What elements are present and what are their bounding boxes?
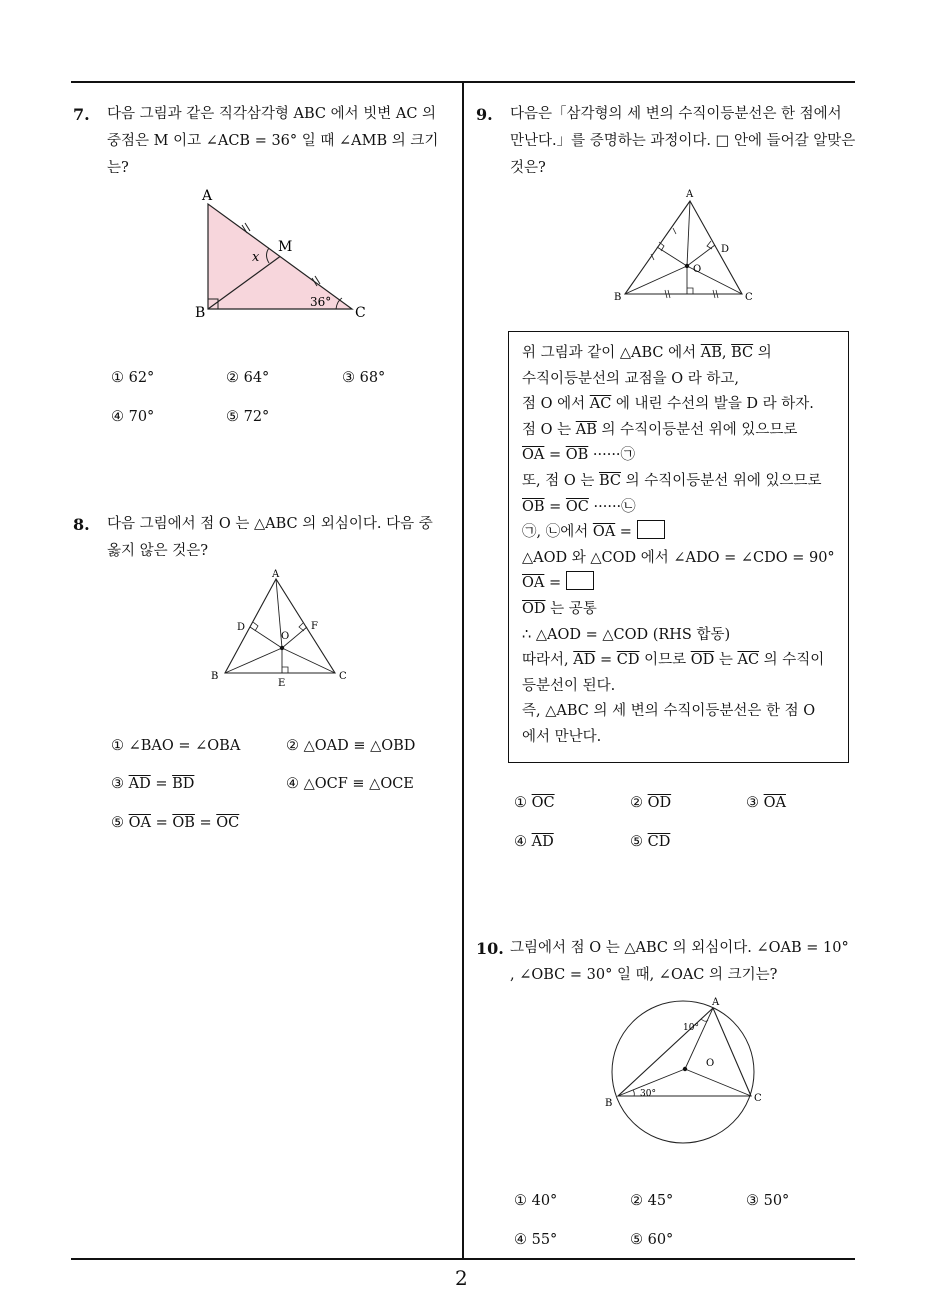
- q10-option-1[interactable]: ① 40°: [514, 1193, 558, 1209]
- question-line: 옳지 않은 것은?: [107, 543, 209, 559]
- proof-line: △AOD 와 △COD 에서 ∠ADO = ∠CDO = 90°: [522, 549, 835, 566]
- column-divider: [462, 82, 464, 1259]
- label-B: B: [195, 305, 206, 321]
- equals: =: [150, 776, 173, 792]
- q10-option-3[interactable]: ③ 50°: [746, 1193, 790, 1209]
- label-M: M: [278, 239, 293, 255]
- label-B: B: [605, 1098, 613, 1109]
- proof-line: 위 그림과 같이 △ABC 에서 $\overline{AB}$, $\overline{BC}$ 의: [522, 345, 772, 361]
- q8-option-5[interactable]: [111, 815, 239, 831]
- q9-option-5[interactable]: ⑤ $\overline{CD}$: [630, 834, 671, 850]
- q9-figure: [607, 186, 767, 308]
- question-number: 8.: [73, 515, 90, 534]
- label-C: C: [745, 292, 753, 303]
- proof-line: 수직이등분선의 교점을 O 라 하고,: [522, 370, 740, 387]
- question-line: 것은?: [510, 160, 546, 176]
- q7-option-1[interactable]: ① 62°: [111, 370, 155, 386]
- label-O: O: [693, 264, 702, 275]
- label-F: F: [311, 621, 318, 632]
- q8-option-4[interactable]: ④ △OCF ≡ △OCE: [286, 776, 414, 792]
- question-9: [476, 101, 861, 181]
- angle-label: 10°: [683, 1023, 699, 1033]
- q10-option-4[interactable]: ④ 55°: [514, 1232, 558, 1248]
- question-line: 다음 그림에서 점 O 는 △ABC 의 외심이다. 다음 중: [107, 516, 433, 532]
- proof-line: 따라서, $\overline{AD} = \overline{CD}$ 이므로 $\overline{OD}$ 는 $\overline{AC}$ 의 수직이: [522, 652, 825, 669]
- answer-blank: [566, 571, 594, 590]
- label-O: O: [706, 1058, 715, 1069]
- q7-figure: [190, 186, 380, 322]
- question-text: [510, 935, 849, 989]
- question-text: [510, 101, 855, 182]
- q7-option-4[interactable]: ④ 70°: [111, 409, 155, 425]
- proof-line: 점 O 에서 $\overline{AC}$ 에 내린 수선의 발을 D 라 하자.: [522, 396, 814, 413]
- label-E: E: [278, 678, 286, 689]
- segment: $\overline{OA}$: [128, 815, 151, 831]
- label-A: A: [202, 188, 213, 204]
- segment: $\overline{OB}$: [172, 815, 195, 831]
- label-C: C: [754, 1093, 762, 1104]
- proof-line: $\overline{OD}$ 는 공통: [522, 600, 597, 617]
- label-D: D: [237, 622, 246, 633]
- question-8: [73, 511, 458, 567]
- label-A: A: [686, 189, 694, 200]
- proof-line: 등분선이 된다.: [522, 677, 616, 694]
- page-number: 2: [455, 1266, 468, 1290]
- q10-figure: [600, 996, 770, 1146]
- label-B: B: [211, 671, 219, 682]
- label-O: O: [281, 631, 290, 642]
- label-A: A: [712, 997, 720, 1008]
- question-7: [73, 101, 458, 181]
- q7-option-3[interactable]: ③ 68°: [342, 370, 386, 386]
- proof-line: ∴ △AOD = △COD (RHS 합동): [522, 626, 731, 643]
- question-number: 7.: [73, 105, 90, 124]
- question-line: 중점은 M 이고 ∠ACB = 36° 일 때 ∠AMB 의 크기: [107, 133, 439, 149]
- proof-box: [508, 331, 849, 763]
- label-B: B: [614, 292, 622, 303]
- segment: $\overline{AD}$: [128, 776, 151, 792]
- segment: $\overline{OC}$: [216, 815, 240, 831]
- label-angle: 36°: [310, 295, 332, 309]
- option-number: ⑤: [111, 815, 129, 831]
- q10-option-5[interactable]: ⑤ 60°: [630, 1232, 674, 1248]
- q8-figure: [205, 567, 355, 689]
- question-number: 10.: [476, 939, 504, 958]
- q8-option-3[interactable]: [111, 776, 194, 792]
- segment: $\overline{BD}$: [172, 776, 195, 792]
- q9-option-3[interactable]: ③ $\overline{OA}$: [746, 795, 786, 811]
- question-line: 다음 그림과 같은 직각삼각형 ABC 에서 빗변 AC 의: [107, 106, 437, 122]
- equals: =: [194, 815, 217, 831]
- question-line: 는?: [107, 160, 129, 176]
- q8-option-1[interactable]: ① ∠BAO = ∠OBA: [111, 738, 241, 754]
- proof-line: ㉠, ㉡에서 $\overline{OA}$ =: [522, 520, 835, 546]
- q9-option-1[interactable]: ① $\overline{OC}$: [514, 795, 555, 811]
- question-text: [107, 511, 433, 565]
- question-10: [476, 935, 861, 991]
- proof-line: $\overline{OA}$ =: [522, 571, 835, 597]
- q7-option-2[interactable]: ② 64°: [226, 370, 270, 386]
- label-x: x: [252, 250, 260, 265]
- q7-option-5[interactable]: ⑤ 72°: [226, 409, 270, 425]
- proof-line: $\overline{OB} = \overline{OC}$ ······㉡: [522, 498, 636, 515]
- q8-option-2[interactable]: ② △OAD ≡ △OBD: [286, 738, 416, 754]
- proof-line: 점 O 는 $\overline{AB}$ 의 수직이등분선 위에 있으므로: [522, 421, 798, 438]
- proof-line: $\overline{OA} = \overline{OB}$ ······㉠: [522, 447, 636, 464]
- question-line: 다음은「삼각형의 세 변의 수직이등분선은 한 점에서: [510, 106, 842, 122]
- question-line: 그림에서 점 O 는 △ABC 의 외심이다. ∠OAB = 10°: [510, 940, 849, 956]
- proof-line: 에서 만난다.: [522, 728, 602, 745]
- option-number: ③: [111, 776, 129, 792]
- question-line: , ∠OBC = 30° 일 때, ∠OAC 의 크기는?: [510, 967, 778, 983]
- question-text: [107, 101, 438, 182]
- angle-label: 30°: [640, 1089, 656, 1099]
- label-D: D: [721, 244, 730, 255]
- question-number: 9.: [476, 105, 493, 124]
- bottom-rule: [71, 1258, 855, 1260]
- label-A: A: [272, 569, 280, 580]
- label-C: C: [355, 305, 366, 321]
- question-line: 만난다.」를 증명하는 과정이다. □ 안에 들어갈 알맞은: [510, 133, 856, 149]
- answer-blank: [637, 520, 665, 539]
- proof-line: 또, 점 O 는 $\overline{BC}$ 의 수직이등분선 위에 있으므로: [522, 472, 822, 489]
- proof-line: 즉, △ABC 의 세 변의 수직이등분선은 한 점 O: [522, 703, 816, 720]
- q9-option-4[interactable]: ④ $\overline{AD}$: [514, 834, 554, 850]
- q10-option-2[interactable]: ② 45°: [630, 1193, 674, 1209]
- label-C: C: [339, 671, 347, 682]
- equals: =: [150, 815, 173, 831]
- q9-option-2[interactable]: ② $\overline{OD}$: [630, 795, 672, 811]
